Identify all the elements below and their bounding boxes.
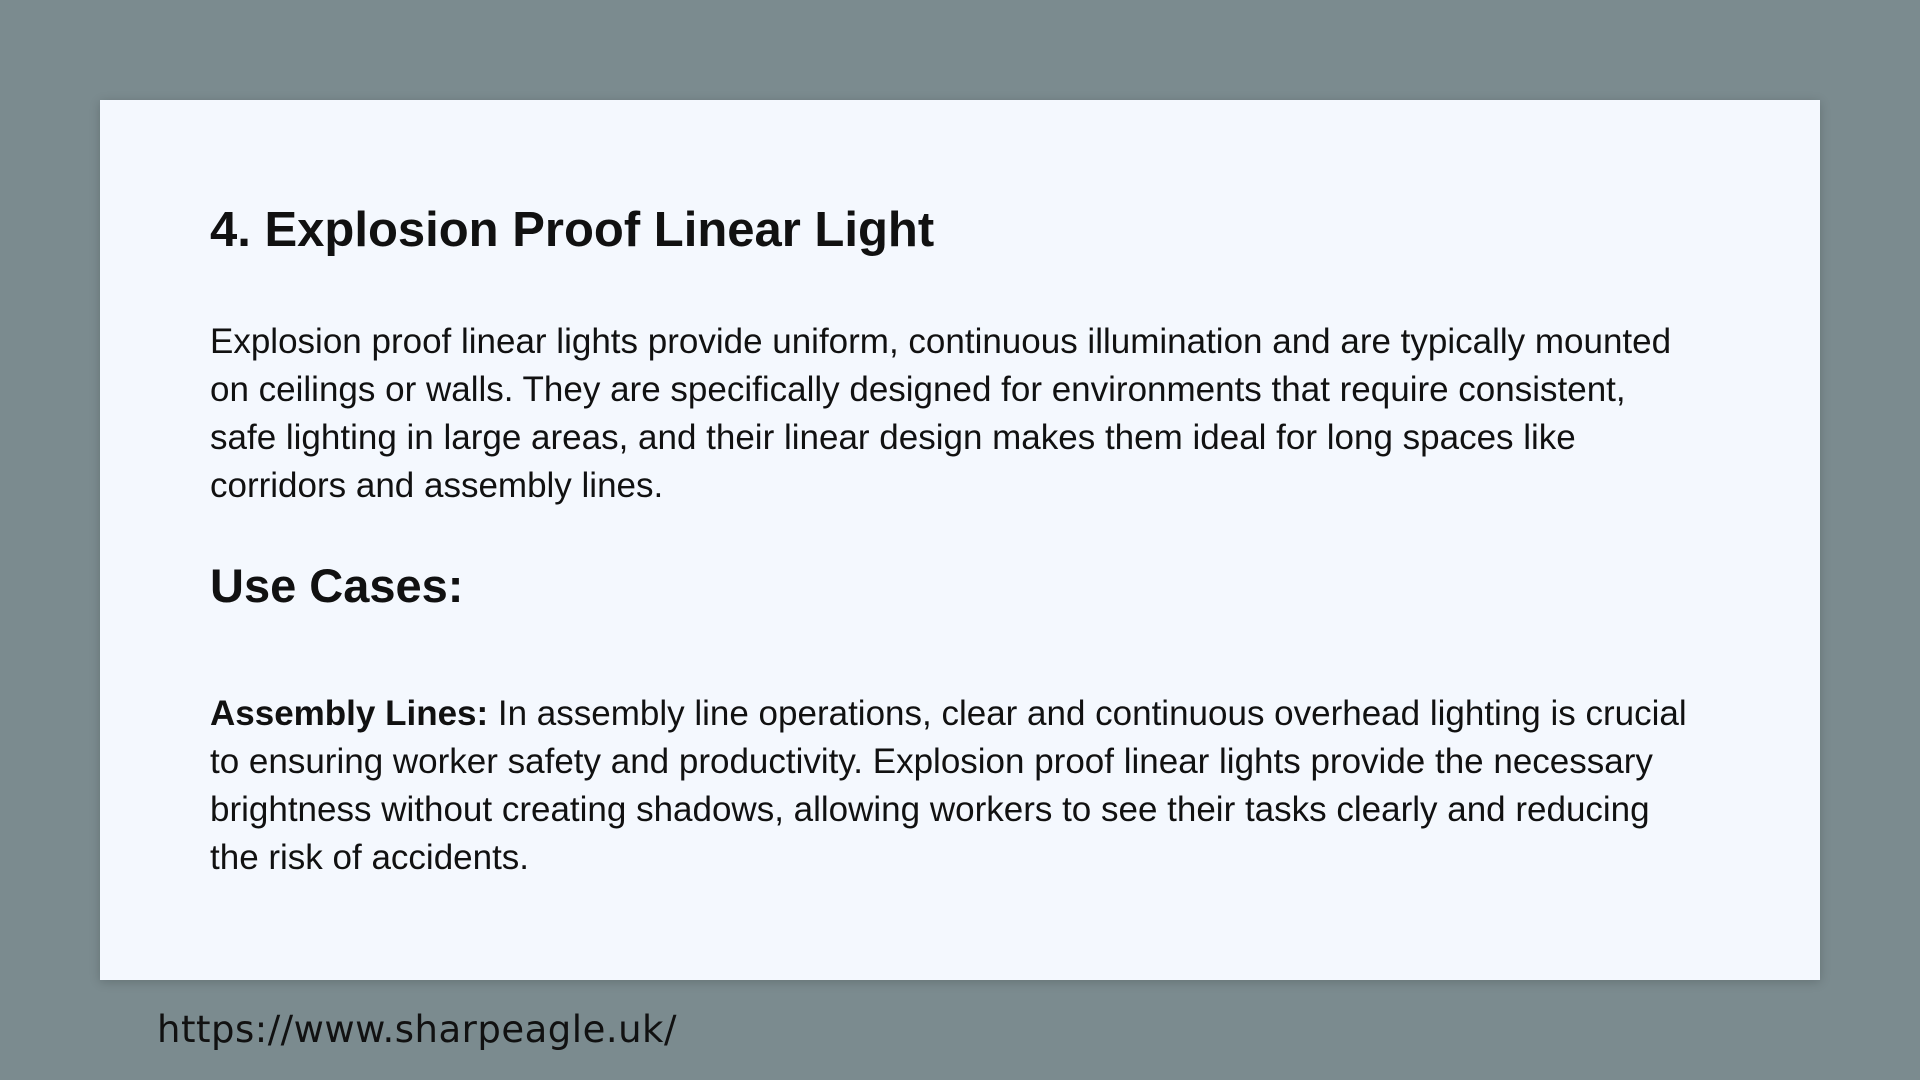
intro-paragraph: Explosion proof linear lights provide uniform, continuous illumination and are typically mounted on ceilings or walls. They are specifically designed for environments that require consistent, safe lighting in large areas, and their linear design makes them ideal for long spaces like corridors and assembly lines. (210, 322, 1672, 505)
footer-url: https://www.sharpeagle.uk/ (157, 1008, 677, 1051)
use-cases-heading: Use Cases: (210, 559, 464, 612)
use-case-assembly-lines (210, 690, 1700, 882)
slide-title: 4. Explosion Proof Linear Light (210, 203, 935, 257)
use-case-label: Assembly Lines: (210, 694, 489, 733)
slide-content (210, 198, 1730, 882)
use-case-text: In assembly line operations, clear and continuous overhead lighting is crucial to ensuring worker safety and productivity. Explosion proof linear lights provide the necessary brightness without creating shadows, allowing workers to see their tasks clearly and reducing the risk of accidents. (210, 694, 1687, 877)
slide-card (100, 100, 1820, 980)
